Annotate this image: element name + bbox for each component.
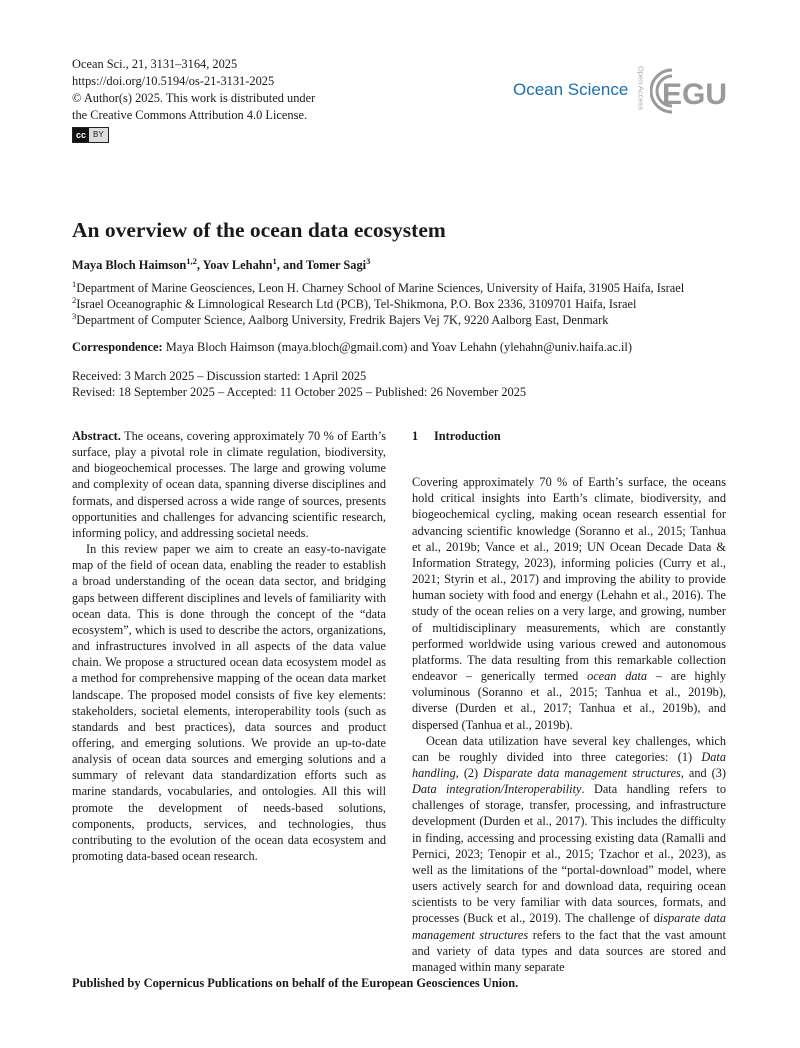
publisher-footer: Published by Copernicus Publications on behalf of the European Geosciences Union. [72, 976, 519, 990]
author-separator: , and [276, 258, 306, 272]
section-heading [412, 428, 726, 444]
cc-icon: cc [73, 128, 89, 142]
author-affiliation-mark: 1,2 [186, 255, 197, 266]
article-title: An overview of the ocean data ecosystem [72, 218, 446, 242]
affiliation-number: 2 [72, 294, 77, 305]
affiliation-text: Department of Computer Science, Aalborg University, Fredrik Bajers Vej 7K, 9220 Aalborg East, Denmark [76, 313, 609, 327]
intro-paragraph-2: Ocean data utilization have several key challenges, which can be roughly divided into three categories: (1) Data handling, (2) Disparate data management structures, and (3) Data integration/Interoperability. Data handling refers to challenges of storage, transfer, processing, and infrastructure development (Durden et al., 2017). This includes the difficulty in finding, accessing and processing existing data (Ramalli and Pernici, 2023; Tenopir et al., 2015; Tzachor et al., 2023), as well as the limitations of the “portal-download” model, where users actively search for and download data, requiring ocean scientists to be very familiar with data sources, formats, and processes (Buck et al., 2019). The challenge of disparate data management structures refers to the fact that the vast amount and variety of data types and data sources are stored and managed within many separate [412, 733, 727, 974]
dates-published: Revised: 18 September 2025 – Accepted: 11 October 2025 – Published: 26 November 2025 [72, 385, 527, 399]
author-affiliation-mark: 1 [272, 255, 277, 266]
abstract-paragraph-2: In this review paper we aim to create an easy-to-navigate map of the field of ocean data, enabling the reader to establish a broad understanding of the ocean data sector, and bridging gaps between different disciplines and levels of familiarity with ocean data. This is done through the concept of the “data ecosystem”, which is used to describe the actors, organizations, and infrastructures involved in all aspects of the data value chain. We propose a structured ocean data ecosystem model as a method for comprehensive mapping of the ocean data market landscape. The proposed model consists of five key elements: stakeholders, societal elements, interoperability tools (such as standards and best practices), data sources and product offering, and emerging solutions. We provide an up-to-date analysis of ocean data sources and emerging solutions and a summary of relevant data standardization efforts such as marine standards, vocabularies, and ontologies. All this will promote the development of needs-based solutions, components, products, services, and technologies, thus contributing to the evolution of the ocean data ecosystem and promoting data-based ocean research. [72, 542, 386, 864]
doi-link[interactable]: https://doi.org/10.5194/os-21-3131-2025 [72, 74, 275, 88]
dates-received: Received: 3 March 2025 – Discussion started: 1 April 2025 [72, 369, 367, 383]
journal-brand[interactable]: Ocean Science [513, 80, 629, 99]
introduction-column [412, 428, 726, 975]
abstract-label: Abstract. [72, 429, 121, 443]
section-number: 1 [412, 429, 419, 443]
author-separator: , [196, 258, 203, 272]
article-dates [72, 368, 526, 400]
abstract-paragraph-1 [72, 428, 386, 541]
affiliation-number: 3 [72, 310, 77, 321]
open-access-label: Open Access [636, 65, 646, 111]
author-name: Maya Bloch Haimson [72, 258, 187, 272]
section-title: Introduction [434, 429, 501, 443]
affiliation-text: Israel Oceanographic & Limnological Research Ltd (PCB), Tel-Shikmona, P.O. Box 2336, 3109701 Haifa, Israel [76, 297, 637, 311]
cc-by-badge[interactable] [72, 127, 109, 143]
egu-logo-icon[interactable] [650, 64, 730, 118]
author-list [72, 255, 371, 273]
copyright-line: © Author(s) 2025. This work is distributed under [72, 91, 316, 105]
intro-paragraph-1: Covering approximately 70 % of Earth’s surface, the oceans hold critical insights into Earth’s climate, biodiversity, and biogeochemical cycling, making ocean research essential for advancing scientific knowledge (Soranno et al., 2015; Tanhua et al., 2019b; Vance et al., 2019; UN Ocean Decade Data & Information Strategy, 2023), informing policies (Curry et al., 2021; Styrin et al., 2017) and improving the ability to provide human society with food and energy (Lehahn et al., 2016). The study of the ocean relies on a very large, and growing, number of multidisciplinary measurements, which are constantly performed worldwide using various crewed and autonomous platforms. The data resulting from this remarkable collection endeavor – generically termed ocean data – are highly voluminous (Soranno et al., 2015; Tanhua et al., 2019b), diverse (Durden et al., 2017; Tanhua et al., 2019b), and dispersed (Tanhua et al., 2019b). [412, 475, 726, 732]
journal-header [72, 56, 315, 143]
by-icon: BY [89, 128, 108, 142]
egu-logo-text: EGU [662, 78, 728, 111]
author-affiliation-mark: 3 [366, 255, 371, 266]
abstract-text-1: The oceans, covering approximately 70 % of Earth’s surface, play a pivotal role in climate regulation, biodiversity, and biogeochemical processes. The large and growing volume and complexity of ocean data, spanning diverse disciplines and formats, and dispersed across a wide range of sources, presents opportunities and challenges for advancing scientific research, informing policy, and addressing societal needs. [72, 429, 386, 540]
correspondence-text: Maya Bloch Haimson (maya.bloch@gmail.com) and Yoav Lehahn (ylehahn@univ.haifa.ac.il) [162, 340, 632, 354]
affiliation-number: 1 [72, 278, 77, 289]
affiliation-text: Department of Marine Geosciences, Leon H. Charney School of Marine Sciences, University of Haifa, 31905 Haifa, Israel [76, 281, 685, 295]
author-name: Tomer Sagi [305, 258, 367, 272]
license-line: the Creative Commons Attribution 4.0 License. [72, 108, 308, 122]
citation: Ocean Sci., 21, 3131–3164, 2025 [72, 57, 238, 71]
affiliation-line [72, 280, 684, 296]
affiliation-line [72, 296, 684, 312]
correspondence-label: Correspondence: [72, 340, 163, 354]
abstract-column [72, 428, 386, 864]
correspondence [72, 340, 632, 355]
affiliation-line [72, 312, 684, 328]
author-name: Yoav Lehahn [202, 258, 273, 272]
affiliations [72, 280, 684, 328]
